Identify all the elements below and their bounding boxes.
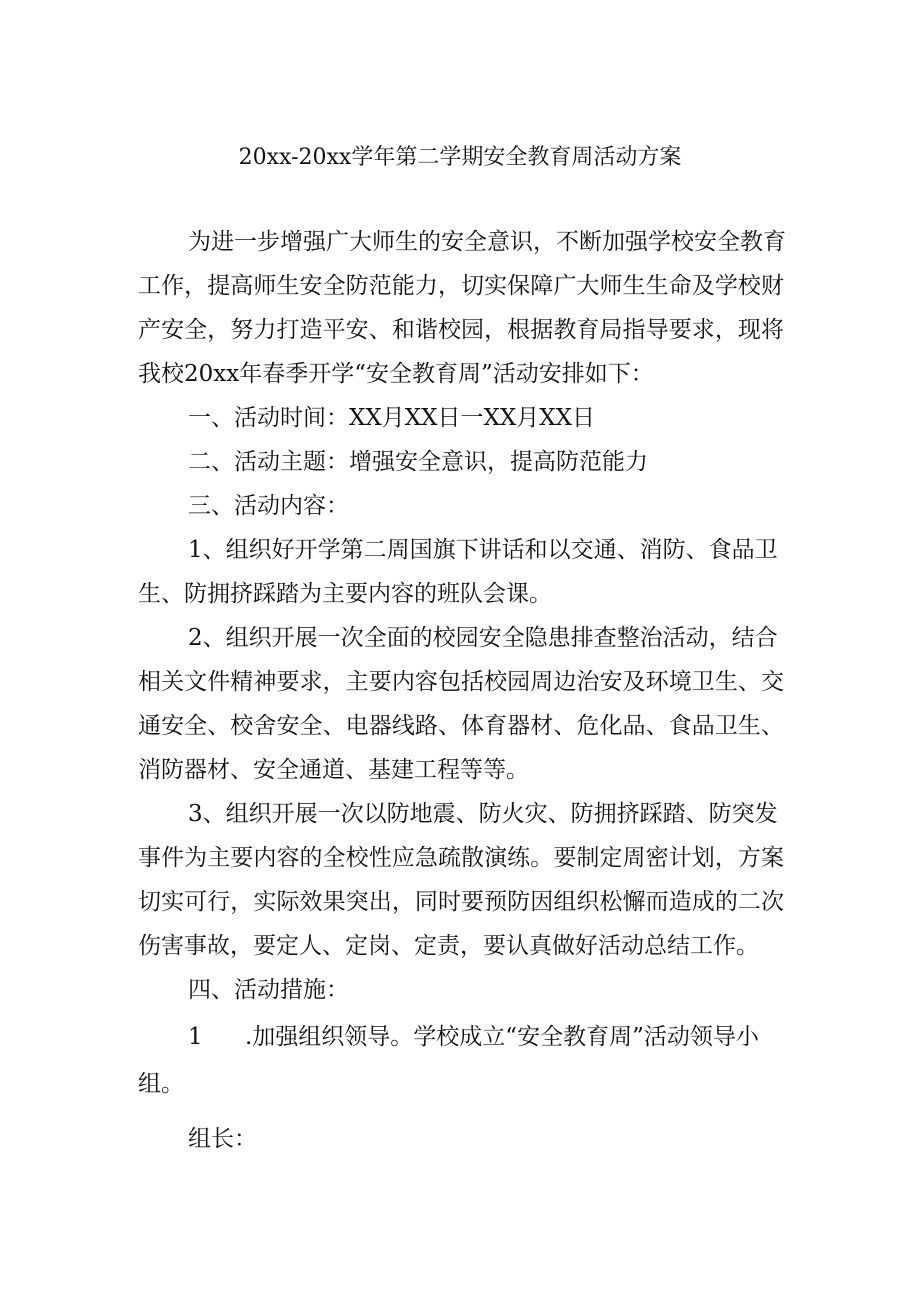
item3-line-4: 伤害事故，要定人、定岗、定责，要认真做好活动总结工作。: [138, 933, 759, 959]
leader-label: 组长：: [188, 1126, 257, 1152]
item3-line-2: 事件为主要内容的全校性应急疏散演练。要制定周密计划，方案: [138, 845, 784, 871]
item2-line-2: 相关文件精神要求，主要内容包括校园周边治安及环境卫生、交: [138, 669, 784, 695]
section-activity-content: 三、活动内容：: [188, 493, 349, 519]
item1-line-2: 生、防拥挤踩踏为主要内容的班队会课。: [138, 581, 552, 607]
intro-line-1: 为进一步增强广大师生的安全意识，不断加强学校安全教育: [188, 229, 786, 255]
measure1-line-1: [188, 1022, 759, 1052]
section-activity-measures: 四、活动措施：: [188, 977, 349, 1003]
item3-line-1: 3、组织开展一次以防地震、防火灾、防拥挤踩踏、防突发: [188, 801, 778, 827]
item1-line-1: 1、组织好开学第二周国旗下讲话和以交通、消防、食品卫: [188, 537, 778, 563]
item2-line-1: 2、组织开展一次全面的校园安全隐患排查整治活动，结合: [188, 625, 778, 651]
section-activity-time: 一、活动时间：XX月XX日一XX月XX日: [188, 405, 595, 431]
intro-line-3: 产安全，努力打造平安、和谐校园，根据教育局指导要求，现将: [138, 317, 784, 343]
measure1-number: 1: [188, 1024, 203, 1050]
intro-line-2: 工作，提高师生安全防范能力，切实保障广大师生生命及学校财: [138, 273, 784, 299]
item2-line-3: 通安全、校舍安全、电器线路、体育器材、危化品、食品卫生、: [138, 713, 784, 739]
item2-line-4: 消防器材、安全通道、基建工程等等。: [138, 757, 529, 783]
measure1-text: .加强组织领导。学校成立“安全教育周”活动领导小: [245, 1024, 759, 1050]
page-title: 20xx-20xx学年第二学期安全教育周活动方案: [238, 145, 682, 170]
measure1-line-2: 组。: [138, 1071, 184, 1097]
item3-line-3: 切实可行，实际效果突出，同时要预防因组织松懈而造成的二次: [138, 889, 784, 915]
section-activity-theme: 二、活动主题：增强安全意识，提高防范能力: [188, 449, 648, 475]
intro-line-4: 我校20xx年春季开学“安全教育周”活动安排如下：: [138, 361, 654, 387]
